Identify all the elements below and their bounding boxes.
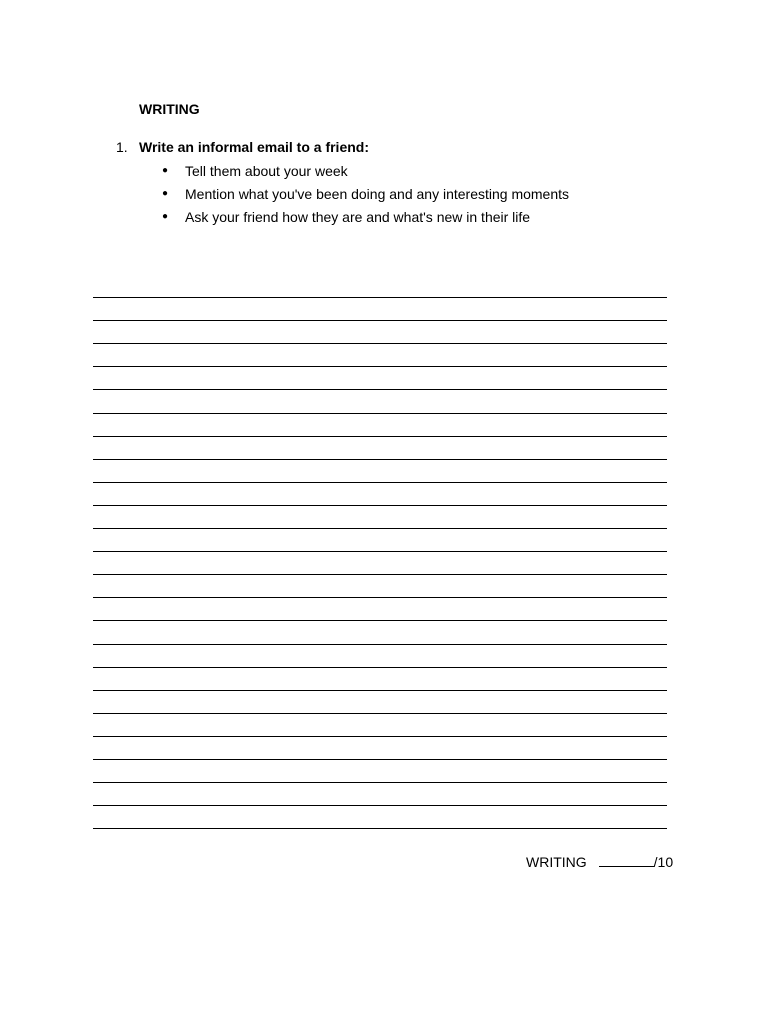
- task-bullet-list: [116, 162, 569, 231]
- writing-line: [93, 644, 667, 645]
- writing-line: [93, 597, 667, 598]
- bullet-item: ● Mention what you've been doing and any interesting moments: [162, 185, 569, 208]
- writing-line: [93, 713, 667, 714]
- writing-line: [93, 805, 667, 806]
- section-title: WRITING: [139, 101, 200, 117]
- writing-line: [93, 736, 667, 737]
- writing-line: [93, 389, 667, 390]
- writing-line: [93, 528, 667, 529]
- writing-line: [93, 343, 667, 344]
- bullet-item: ● Ask your friend how they are and what's new in their life: [162, 208, 569, 231]
- writing-line: [93, 690, 667, 691]
- writing-line: [93, 459, 667, 460]
- task-heading: [116, 139, 569, 159]
- writing-line: [93, 782, 667, 783]
- writing-line: [93, 436, 667, 437]
- writing-line: [93, 413, 667, 414]
- writing-line: [93, 667, 667, 668]
- score-label: WRITING: [526, 854, 587, 870]
- writing-lines-area[interactable]: [93, 286, 667, 831]
- writing-line: [93, 482, 667, 483]
- writing-line: [93, 366, 667, 367]
- writing-line: [93, 505, 667, 506]
- task-prompt: Write an informal email to a friend:: [139, 139, 370, 155]
- writing-line: [93, 828, 667, 829]
- writing-line: [93, 551, 667, 552]
- writing-line: [93, 759, 667, 760]
- writing-line: [93, 297, 667, 298]
- task-1: [116, 139, 569, 231]
- writing-line: [93, 620, 667, 621]
- task-number: 1.: [116, 139, 128, 155]
- score-box: [526, 852, 673, 870]
- score-total: /10: [653, 854, 674, 870]
- writing-line: [93, 574, 667, 575]
- score-blank[interactable]: [599, 852, 654, 867]
- writing-line: [93, 320, 667, 321]
- bullet-item: ● Tell them about your week: [162, 162, 569, 185]
